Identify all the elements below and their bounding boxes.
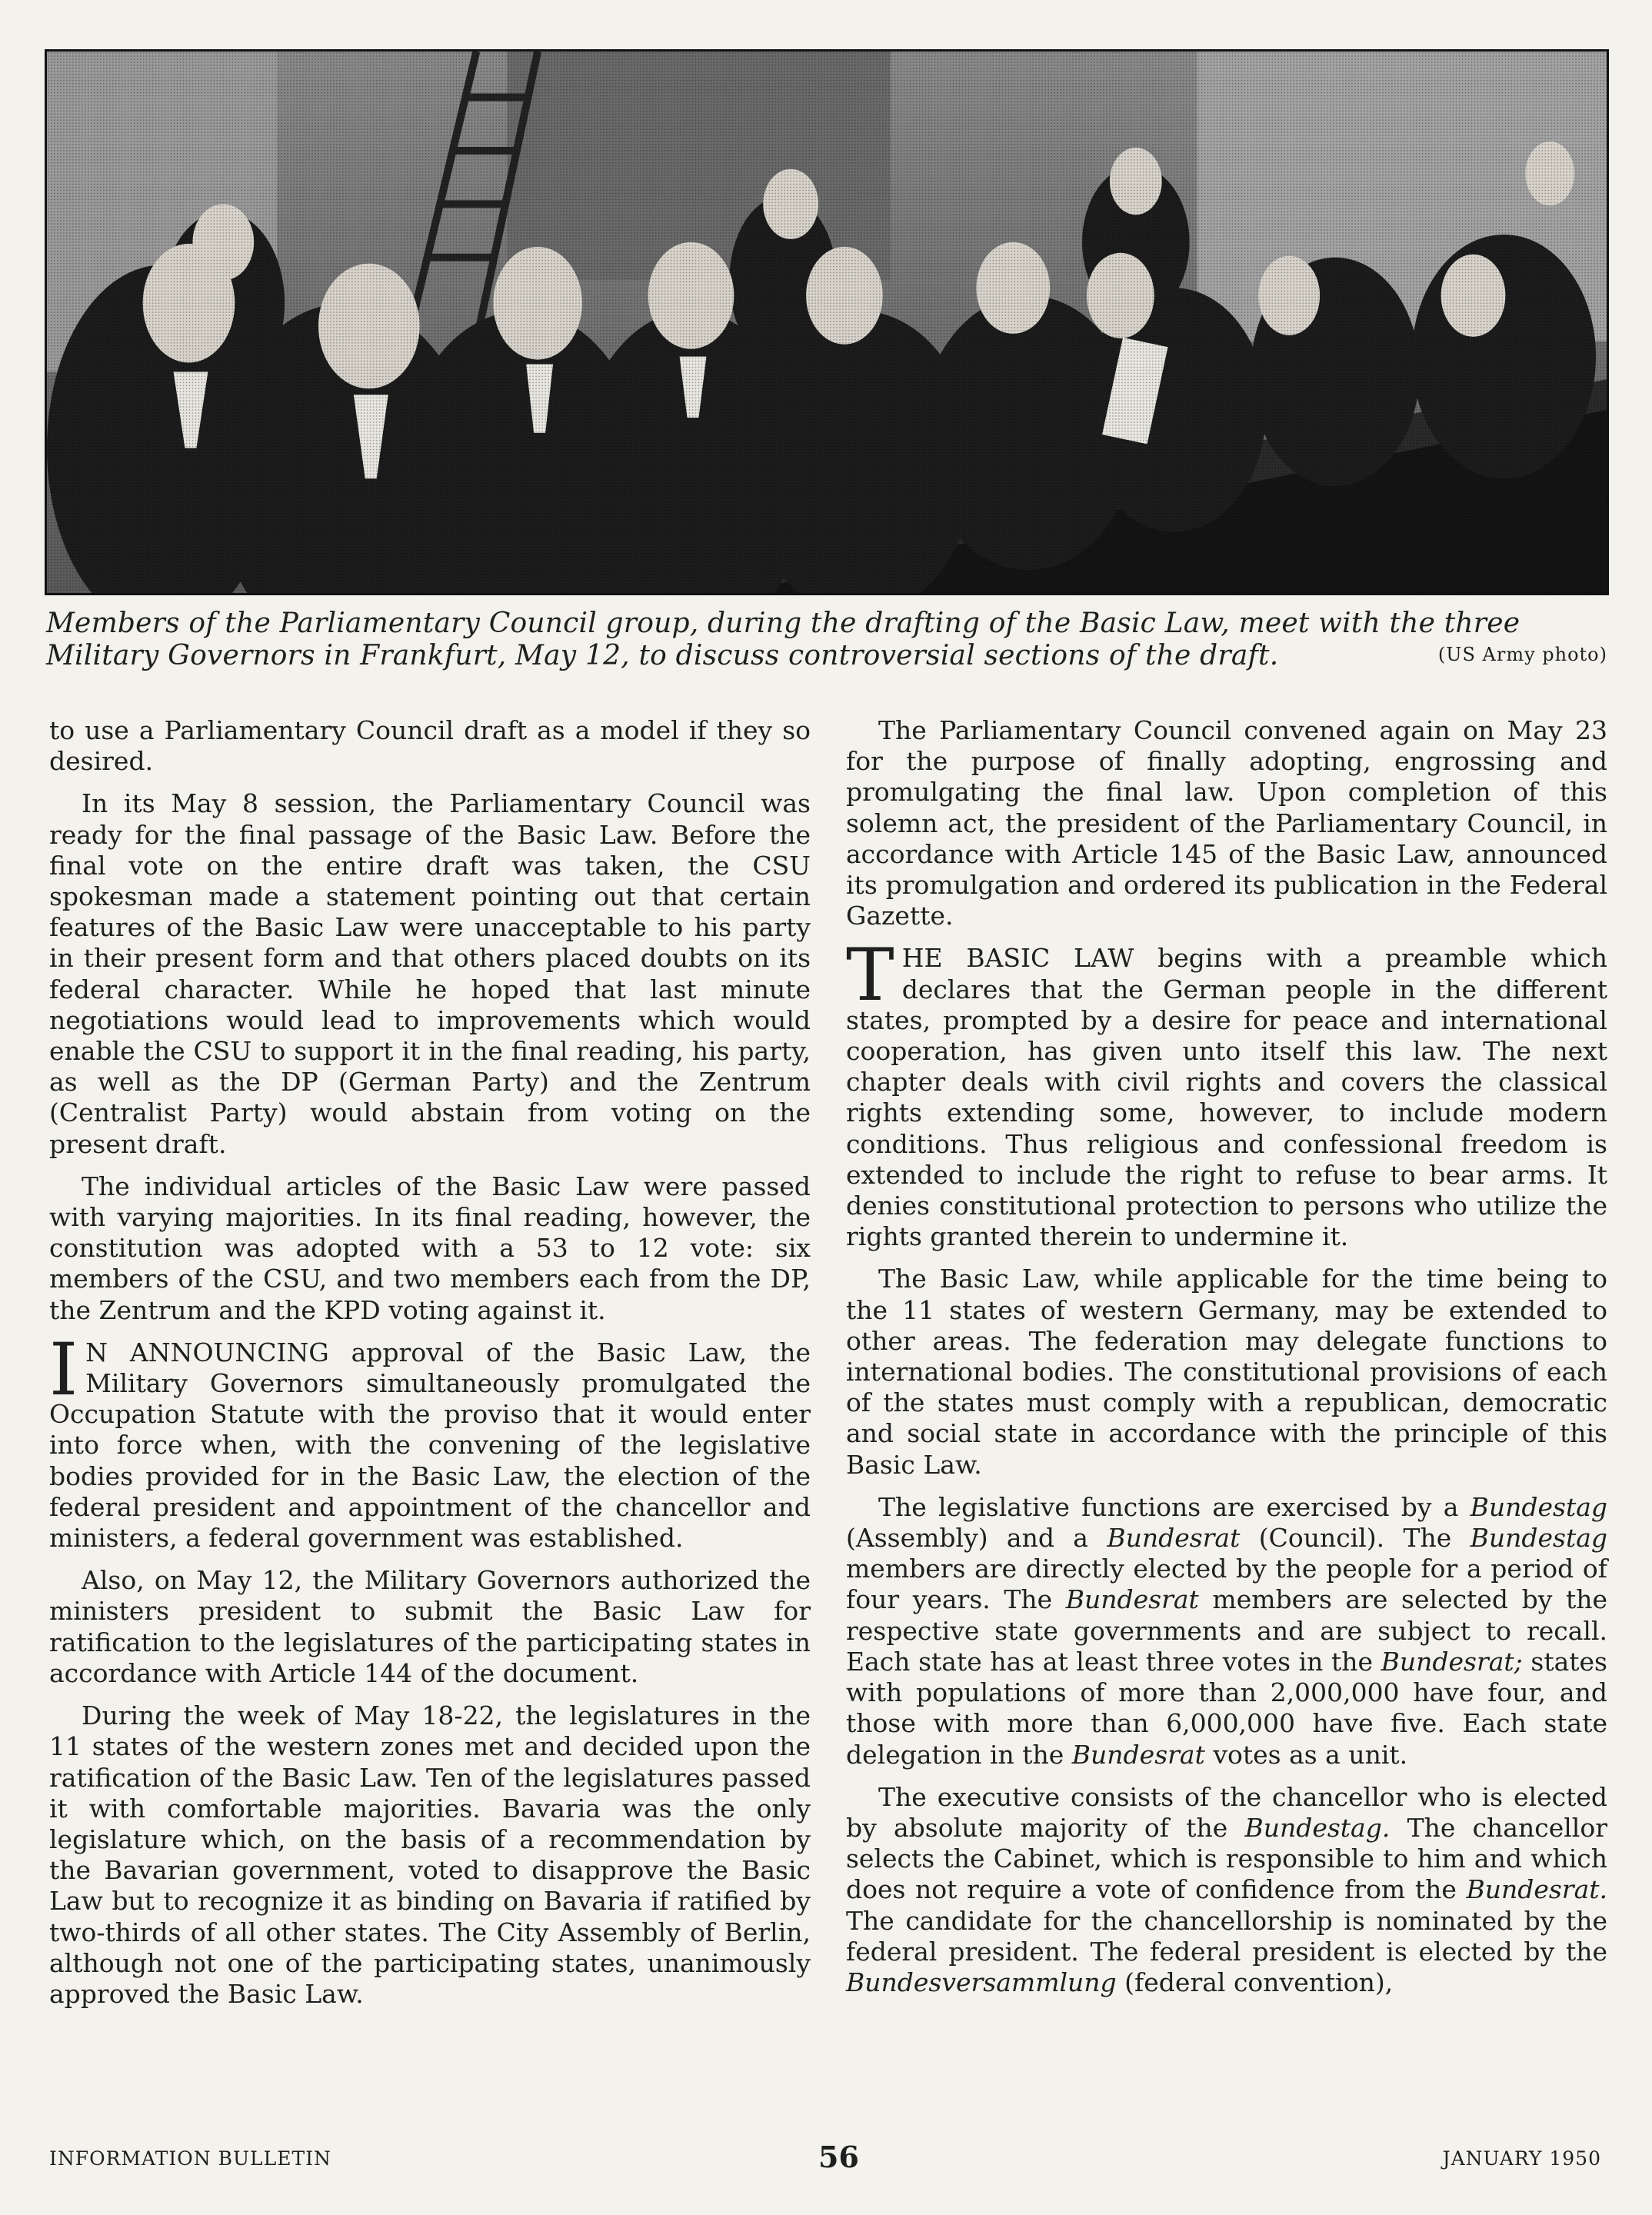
page-footer — [49, 2140, 1601, 2178]
text-run: (Assembly) and a — [846, 1523, 1107, 1554]
text-run: The candidate for the chancellorship is nominated by the federal president. The federal president is elected by the — [846, 1905, 1607, 1967]
text-run: members are directly elected by the people for a period of four years. The — [846, 1554, 1607, 1615]
text-run-italic: Bundesrat — [1065, 1584, 1199, 1615]
text-run-italic: Bundesrat — [1071, 1739, 1205, 1770]
text-run: (federal convention), — [1116, 1967, 1394, 1997]
text-run-italic: Bundesrat. — [1466, 1874, 1607, 1905]
right-column — [846, 715, 1607, 2010]
text-run: (Council). The — [1240, 1523, 1470, 1554]
photo-credit: (US Army photo) — [1437, 644, 1607, 665]
paragraph — [846, 1782, 1607, 1998]
text-run-italic: Bundestag. — [1244, 1812, 1391, 1843]
page-number: 56 — [818, 2140, 859, 2174]
text-run-italic: Bundesversammlung — [846, 1967, 1117, 1997]
paragraph: In its May 8 session, the Parliamentary Council was ready for the final passage of the Basic Law. Before the final vote on the entire draft was taken, the CSU spokesman made a statement pointing out that certain features of the Basic Law were unacceptable to his party in their present form and that others placed doubts on its federal character. While he hoped that last minute negotiations would lead to improvements which would enable the CSU to support it in the final reading, his party, as well as the DP (German Party) and the Zentrum (Centralist Party) would abstain from voting on the present draft. — [49, 788, 811, 1159]
paragraph-text: HE BASIC LAW begins with a preamble which declares that the German people in the different states, prompted by a desire for peace and international cooperation, has given unto itself this law. The next chapter deals with civil rights and covers the classical rights extending some, however, to include modern conditions. Thus religious and confessional freedom is extended to include the right to refuse to bear arms. It denies constitutional protection to persons who utilize the rights granted therein to undermine it. — [846, 943, 1607, 1252]
text-run: The legislative functions are exercised by a — [878, 1491, 1470, 1522]
text-run: votes as a unit. — [1204, 1739, 1408, 1770]
drop-cap: I — [49, 1327, 78, 1412]
photo-caption — [46, 608, 1607, 672]
paragraph: The individual articles of the Basic Law were passed with varying majorities. In its final reading, however, the constitution was adopted with a 53 to 12 vote: six members of the CSU, and two members each from the DP, the Zentrum and the KPD voting against it. — [49, 1171, 811, 1325]
drop-cap: T — [846, 934, 894, 1018]
paragraph-text: N ANNOUNCING approval of the Basic Law, the Military Governors simultaneously promulgated the Occupation Statute with the proviso that it would enter into force when, with the convening of the legislative bodies provided for in the Basic Law, the election of the federal president and appointment of the chancellor and ministers, a federal government was established. — [49, 1337, 811, 1554]
paragraph — [846, 1492, 1607, 1770]
paragraph: The Basic Law, while applicable for the time being to the 11 states of western Germany, may be extended to other areas. The federation may delegate functions to international bodies. The constitutional provisions of each of the states must comply with a republican, democratic and social state in accordance with the principle of this Basic Law. — [846, 1264, 1607, 1480]
text-run: The chancellor selects the Cabinet, which is responsible to him and which does not require a vote of confidence from the — [846, 1812, 1607, 1905]
group-photo — [45, 49, 1609, 595]
paragraph: The Parliamentary Council convened again on May 23 for the purpose of finally adopting, engrossing and promulgating the final law. Upon completion of this solemn act, the president of the Parliamentary Council, in accordance with Article 145 of the Basic Law, announced its promulgation and ordered its publication in the Federal Gazette. — [846, 715, 1607, 931]
text-run: members are selected by the respective state governments and are subject to recall. Each state has at least three votes in the — [846, 1584, 1608, 1677]
text-run-italic: Bundesrat; — [1381, 1646, 1523, 1677]
text-run-italic: Bundestag — [1470, 1523, 1608, 1554]
paragraph: Also, on May 12, the Military Governors authorized the ministers president to submit the Basic Law for ratification to the legislatures of the participating states in accordance with Article 144 of the document. — [49, 1565, 811, 1688]
paragraph: to use a Parliamentary Council draft as a model if they so desired. — [49, 715, 811, 777]
paragraph: During the week of May 18-22, the legislatures in the 11 states of the western zones met and decided upon the ratification of the Basic Law. Ten of the legislatures passed it with comfortable majorities. Bavaria was the only legislature which, on the basis of a recommendation by the Bavarian government, voted to disapprove the Basic Law but to recognize it as binding on Bavaria if ratified by two-thirds of all other states. The City Assembly of Berlin, although not one of the participating states, unanimously approved the Basic Law. — [49, 1700, 811, 2009]
publication-name: INFORMATION BULLETIN — [49, 2147, 331, 2170]
text-run: states with populations of more than 2,000,000 have four, and those with more than 6,000,000 have five. Each state delegation in the — [846, 1646, 1607, 1770]
left-column — [49, 715, 811, 2021]
text-run-italic: Bundestag — [1470, 1491, 1607, 1522]
issue-date: JANUARY 1950 — [1442, 2147, 1601, 2170]
paragraph-dropcap — [846, 934, 1607, 1252]
text-run: The executive consists of the chancellor who is elected by absolute majority of the — [846, 1781, 1607, 1843]
caption-text: Members of the Parliamentary Council group, during the drafting of the Basic Law, meet with the three Military Governors in Frankfurt, May 12, to discuss controversial sections of the draft. — [46, 608, 1520, 671]
paragraph-dropcap — [49, 1327, 811, 1554]
text-run-italic: Bundesrat — [1107, 1523, 1241, 1554]
group-photo-icon — [47, 52, 1607, 593]
